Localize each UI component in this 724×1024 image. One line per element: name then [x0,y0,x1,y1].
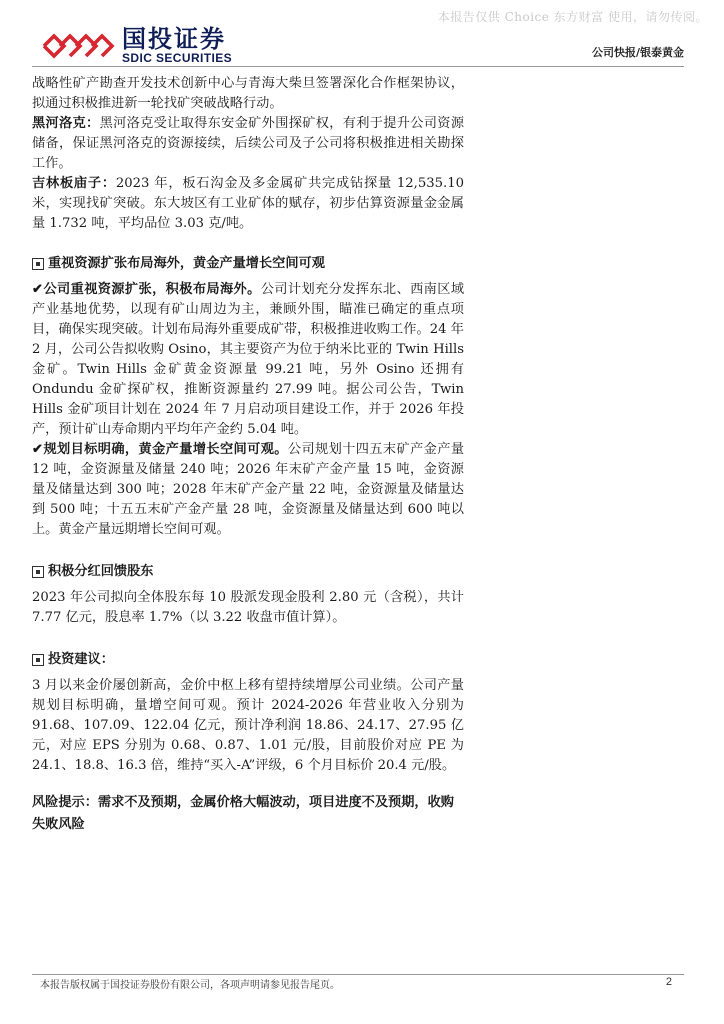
resource-expansion-paragraph [32,280,464,440]
jilin-text: 2023 年，板石沟金及多金属矿共完成钻探量 12,535.10 米，实现找矿突破。东大坡区有工业矿体的赋存，初步估算资源量金金属量 1.732 吨，平均品位 3.03 克/吨。 [32,176,465,231]
jilin-label: 吉林板庙子： [32,176,116,191]
company-logo [40,26,232,65]
heihe-label: 黑河洛克： [32,116,100,131]
intro-paragraph: 战略性矿产勘查开发技术创新中心与青海大柴旦签署深化合作框架协议，拟通过积极推进新一轮找矿突破战略行动。 [32,76,464,111]
section-heading-investment-advice [32,650,464,670]
section-title: 投资建议： [48,652,114,667]
header-divider [32,66,684,67]
copyright-notice: 本报告版权属于国投证券股份有限公司，各项声明请参见报告尾页。 [40,980,340,991]
report-body [32,74,464,836]
check-icon: ✔ [32,282,44,297]
item-label: 规划目标明确，黄金产量增长空间可观。 [43,442,288,457]
item-text: 公司计划充分发挥东北、西南区域产业基地优势，以现有矿山周边为主，兼顾外围，瞄准已确定的重点项目，确保实现突破。计划布局海外重要成矿带，积极推进收购工作。24 年 2 月，公司公告拟收购 Osino，其主要资产为位于纳米比亚的 Twin Hills 金矿。Twin Hills 金矿黄金资源量 99.21 吨，另外 Osino 还拥有 Ondundu 金矿探矿权，推断资源量约 27.99 吨。据公司公告，Twin Hills 金矿项目计划在 2024 年 7 月启动项目建设工作，并于 2026 年投产，预计矿山寿命期内平均年产金约 5.04 吨。 [32,282,465,437]
jilin-paragraph [32,174,464,234]
section-title: 重视资源扩张布局海外，黄金产量增长空间可观 [48,256,325,271]
watermark: 本报告仅供 Choice 东方财富 使用，请勿传阅。 [437,10,708,24]
check-icon: ✔ [32,442,44,457]
section-title: 积极分红回馈股东 [48,564,154,579]
section-box-icon [32,566,44,578]
footer-divider [32,974,684,975]
section-heading-resource-expansion [32,254,464,274]
heihe-text: 黑河洛克受让取得东安金矿外围探矿权，有利于提升公司资源储备，保证黑河洛克的资源接续，后续公司及子公司将积极推进相关勘探工作。 [32,116,465,171]
risk-warning: 风险提示：需求不及预期，金属价格大幅波动，项目进度不及预期，收购失败风险 [32,795,454,832]
logo-chinese-name: 国投证券 [122,25,226,53]
item-label: 公司重视资源扩张，积极布局海外。 [43,282,261,297]
logo-english-name: SDIC SECURITIES [122,51,233,65]
section-heading-dividend [32,562,464,582]
item-text: 公司规划十四五末矿产金产量 12 吨，金资源量及储量 240 吨；2026 年末矿产金产量 15 吨，金资源量及储量达到 300 吨；2028 年末矿产金产量 22 吨，金资源量及储量达到 500 吨；十五五末矿产金产量 28 吨，金资源量及储量达到 600 吨以上。黄金产量远期增长空间可观。 [32,442,465,537]
report-type-label: 公司快报/银泰黄金 [591,46,684,59]
planning-target-paragraph [32,440,464,540]
section-box-icon [32,258,44,270]
investment-advice-paragraph: 3 月以来金价屡创新高，金价中枢上移有望持续增厚公司业绩。公司产量规划目标明确，量增空间可观。预计 2024-2026 年营业收入分别为 91.68、107.09、122.04 亿元，预计净利润 18.86、24.17、27.95 亿元，对应 EPS 分别为 0.68、0.87、1.01 元/股，目前股价对应 PE 为 24.1、18.8、16.3 倍，维持“买入-A”评级，6 个月目标价 20.4 元/股。 [32,678,464,773]
section-box-icon [32,654,44,666]
heihe-paragraph [32,114,464,174]
page-number: 2 [665,976,672,988]
logo-mark-icon [40,28,118,64]
dividend-paragraph: 2023 年公司拟向全体股东每 10 股派发现金股利 2.80 元（含税），共计 7.77 亿元，股息率 1.7%（以 3.22 收盘市值计算）。 [32,590,464,625]
